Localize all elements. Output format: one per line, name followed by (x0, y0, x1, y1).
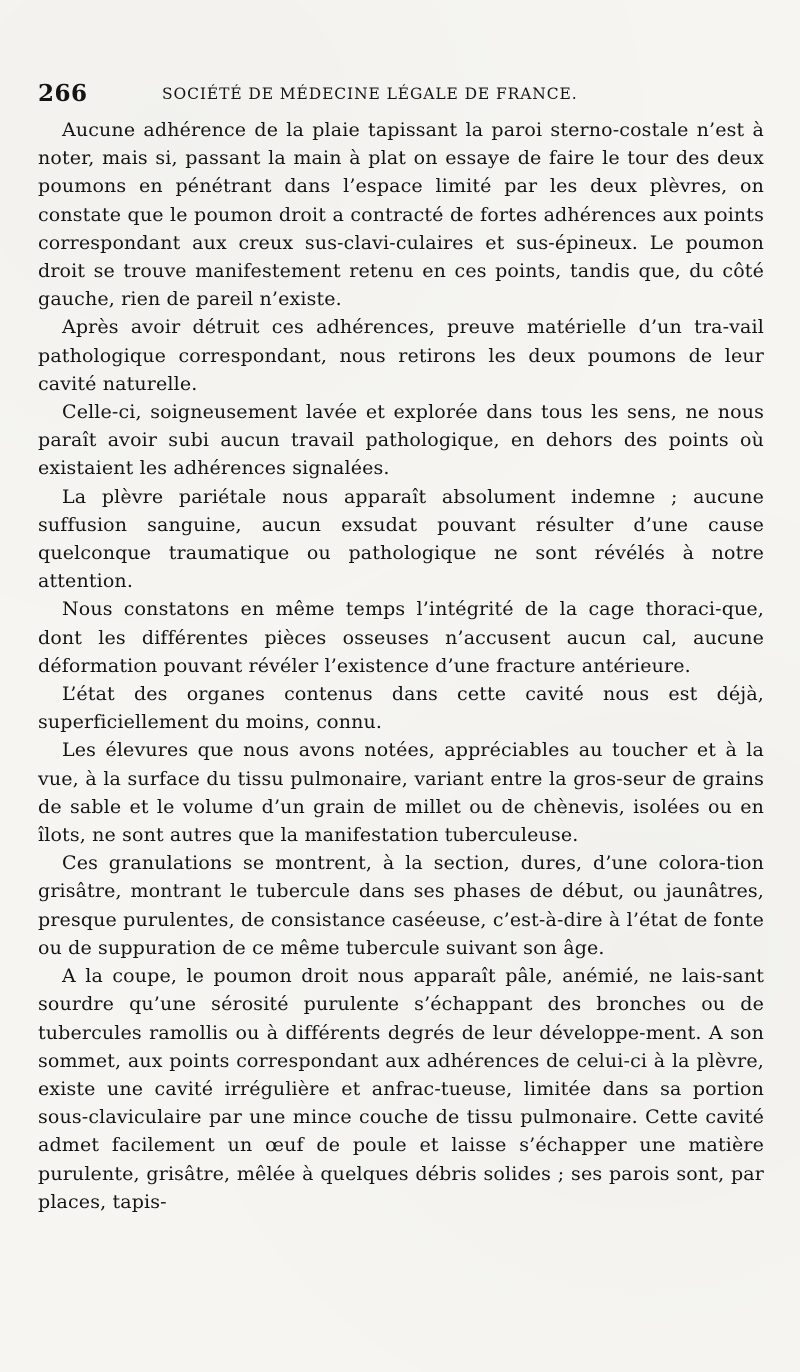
paragraph: Aucune adhérence de la plaie tapissant la paroi sterno-costale n’est à noter, mais si, passant la main à plat on essaye de faire le tour des deux poumons en pénétrant dans l’espace limité par les deux plèvres, on constate que le poumon droit a contracté de fortes adhérences aux points correspondant aux creux sus-clavi-culaires et sus-épineux. Le poumon droit se trouve manifestement retenu en ces points, tandis que, du côté gauche, rien de pareil n’existe. (38, 119, 764, 311)
body-text (38, 116, 764, 1216)
paragraph: Celle-ci, soigneusement lavée et explorée dans tous les sens, ne nous paraît avoir subi aucun travail pathologique, en dehors des points où existaient les adhérences signalées. (38, 401, 764, 480)
paragraph: Ces granulations se montrent, à la section, dures, d’une colora-tion grisâtre, montrant le tubercule dans ses phases de début, ou jaunâtres, presque purulentes, de consistance caséeuse, c’est-à-dire à l’état de fonte ou de suppuration de ce même tubercule suivant son âge. (38, 852, 764, 959)
paragraph: La plèvre pariétale nous apparaît absolument indemne ; aucune suffusion sanguine, aucun exsudat pouvant résulter d’une cause quelconque traumatique ou pathologique ne sont révélés à notre attention. (38, 485, 764, 593)
paragraph: A la coupe, le poumon droit nous apparaît pâle, anémié, ne lais-sant sourdre qu’une sérosité purulente s’échappant des bronches ou de tubercules ramollis ou à différents degrés de leur développe-ment. A son sommet, aux points correspondant aux adhérences de celui-ci à la plèvre, existe une cavité irrégulière et anfrac-tueuse, limitée dans sa portion sous-claviculaire par une mince couche de tissu pulmonaire. Cette cavité admet facilement un œuf de poule et laisse s’échapper une matière purulente, grisâtre, mêlée à quelques débris solides ; ses parois sont, par places, tapis- (38, 965, 764, 1213)
paragraph: Après avoir détruit ces adhérences, preuve matérielle d’un tra-vail pathologique correspondant, nous retirons les deux poumons de leur cavité naturelle. (38, 316, 764, 395)
paragraph: L’état des organes contenus dans cette cavité nous est déjà, superficiellement du moins, connu. (38, 683, 764, 734)
page-number: 266 (38, 80, 88, 107)
running-head: SOCIÉTÉ DE MÉDECINE LÉGALE DE FRANCE. (162, 85, 578, 103)
paragraph: Les élevures que nous avons notées, appréciables au toucher et à la vue, à la surface du tissu pulmonaire, variant entre la gros-seur de grains de sable et le volume d’un grain de millet ou de chènevis, isolées ou en îlots, ne sont autres que la manifestation tuberculeuse. (38, 739, 764, 847)
paragraph: Nous constatons en même temps l’intégrité de la cage thoraci-que, dont les différentes pièces osseuses n’accusent aucun cal, aucune déformation pouvant révéler l’existence d’une fracture antérieure. (38, 598, 764, 677)
page-header (38, 80, 762, 110)
